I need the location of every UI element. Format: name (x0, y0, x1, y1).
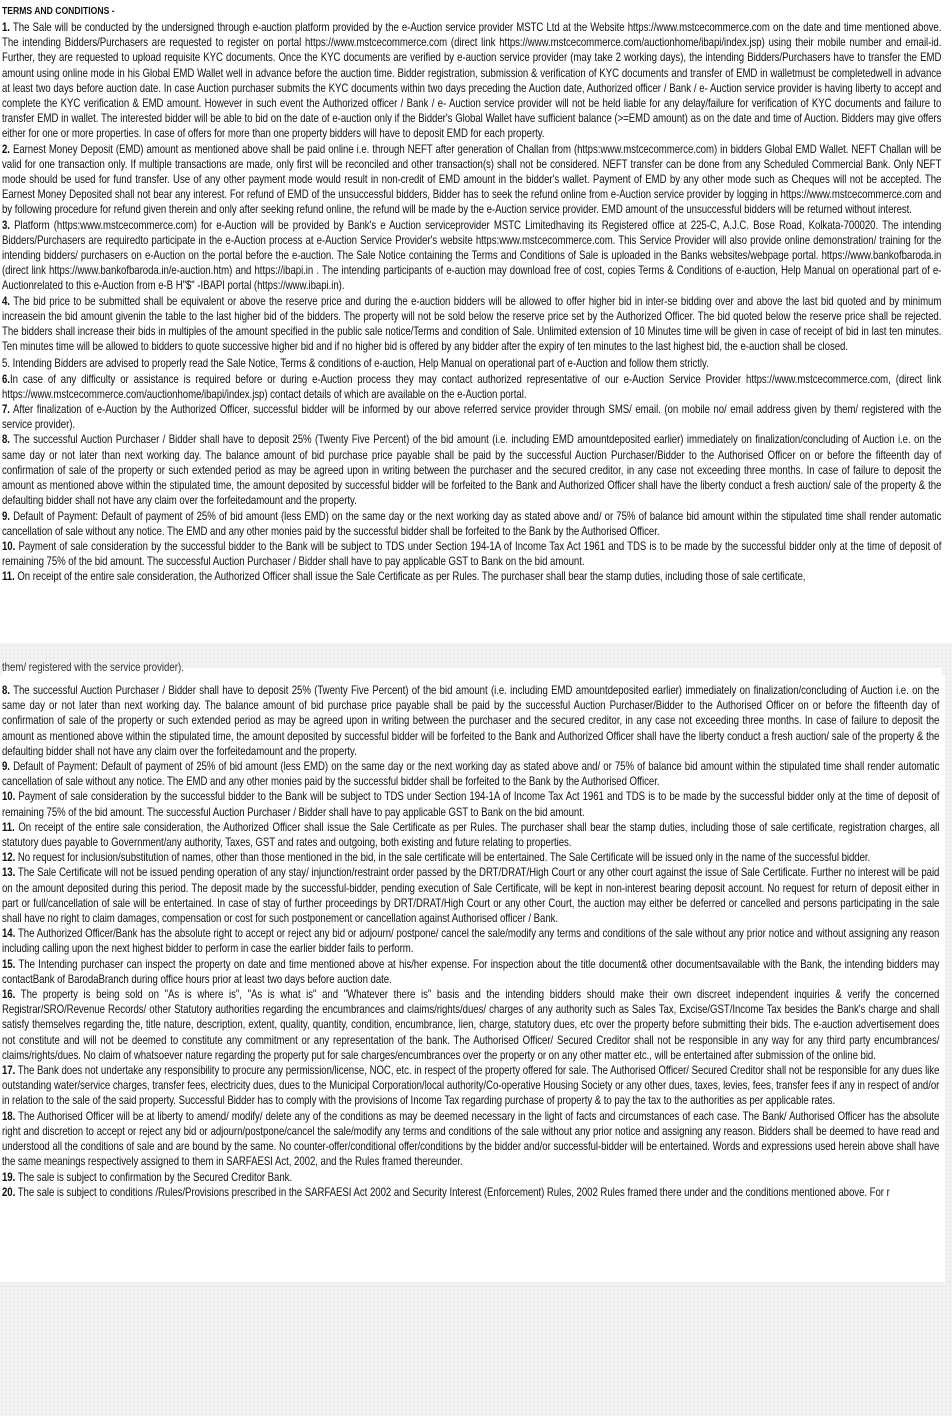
clause-10: 10. Payment of sale consideration by the successful bidder to the Bank will be subject to TDS under Section 194-1A of Income Tax Act 1961 and TDS is to be made by the successful bidder only at the time of deposit of remaining 75% of the bid amount. The successful Auction Purchaser / Bidder shall have to pay applicable GST to Bank on the bid amount. (2, 790, 940, 819)
terms-document-bottom (0, 675, 945, 1282)
document-title: TERMS AND CONDITIONS - (2, 5, 115, 17)
clipped-previous-line: them/ registered with the service provider). (2, 668, 942, 675)
clause-8: 8. The successful Auction Purchaser / Bidder shall have to deposit 25% (Twenty Five Percent) of the bid amount (i.e. including EMD amountdeposited earlier) immediately on finalization/concluding of Auction i.e. on the same day or not later than next working day. The balance amount of bid purchase price payable shall be paid by the successful Auction Purchaser/Bidder to the Authorised Officer on or before the fifteenth day of confirmation of sale of the property or such extended period as may be agreed upon in writing between the purchaser and the secured creditor, in any case not exceeding three months. In case of failure to deposit the amount as mentioned above within the stipulated time, the amount deposited by successful bidder will be forfeited to the Bank and Authorized Officer shall have the liberty conduct a fresh auction/ sale of the property & the defaulting bidder shall not have any claim over the forfeitedamount and the property. (2, 684, 940, 758)
clause-7: 7. After finalization of e-Auction by the Authorized Officer, successful bidder will be informed by our above referred service provider through SMS/ email. (on mobile no/ email address given by them/ registered with the service provider). (2, 403, 942, 432)
clause-5: 5. Intending Bidders are advised to properly read the Sale Notice, Terms & conditions of e-auction, Help Manual on operational part of e-Auction and follow them strictly. (2, 357, 709, 371)
clause-17: 17. The Bank does not undertake any responsibility to procure any permission/license, NOC, etc. in respect of the property offered for sale. The Authorised Officer/ Secured Creditor shall not be responsible for any dues like outstanding water/service charges, transfer fees, electricity dues, dues to the Municipal Corporation/local authority/Co-operative Housing Society or any other dues, taxes, levies, fees, transfer fees if any in respect of and/or in relation to the sale of the said property. Successful Bidder has to comply with the provisions of Income Tax regarding purchase of property & to pay the tax to the authorities as per applicable rates. (2, 1064, 940, 1108)
clause-11: 11. On receipt of the entire sale consideration, the Authorized Officer shall issue the Sale Certificate as per Rules. The purchaser shall bear the stamp duties, including those of sale certificate, registration charges, all statutory dues payable to Government/any authority, Taxes, GST and rates and outgoing, both existing and future relating to properties. (2, 820, 940, 850)
clause-8: 8. The successful Auction Purchaser / Bidder shall have to deposit 25% (Twenty Five Percent) of the bid amount (i.e. including EMD amountdeposited earlier) immediately on finalization/concluding of Auction i.e. on the same day or not later than next working day. The balance amount of bid purchase price payable shall be paid by the successful Auction Purchaser/Bidder to the Authorised Officer on or before the fifteenth day of confirmation of sale of the property or such extended period as may be agreed upon in writing between the purchaser and the secured creditor, in any case not exceeding three months. In case of failure to deposit the amount as mentioned above within the stipulated time, the amount deposited by successful bidder will be forfeited to the Bank and Authorized Officer shall have the liberty conduct a fresh auction/ sale of the property & the defaulting bidder shall not have any claim over the forfeitedamount and the property. (2, 433, 942, 508)
clause-18: 18. The Authorised Officer will be at liberty to amend/ modify/ delete any of the conditions as may be deemed necessary in the light of facts and circumstances of each case. The Bank/ Authorised Officer has the absolute right and discretion to accept or reject any bid or adjourn/postpone/cancel the sale/modify any terms and conditions of the sale without any prior notice and assigning any reason. Bidders shall be deemed to have read and understood all the conditions of sale and are bound by the same. No counter-offer/conditional offer/conditions by the bidder and/or successful-bidder will be entertained. Words and expressions used herein above shall have the same meanings respectively assigned to them in SARFAESI Act, 2002, and the Rules framed thereunder. (2, 1109, 940, 1169)
clause-16: 16. The property is being sold on "As is where is", "As is what is" and "Whatever there is" basis and the intending bidders should make their own discreet independent inquiries & verify the concerned Registrar/SRO/Revenue Records/ other Statutory authorities regarding the encumbrances and claims/rights/dues/ charges of any authority such as Sales Tax, Excise/GST/Income Tax besides the Bank's charge and shall satisfy themselves regarding the, title nature, description, extent, quality, quantity, condition, encumbrance, lien, charge, statutory dues, etc over the property before submitting their bids. The e-auction advertisement does not constitute and will not be deemed to constitute any commitment or any representation of the bank. The Authorised Officer/ Secured Creditor shall not be responsible in any way for any third party encumbrances/ claims/rights/dues. No claim of whatsoever nature regarding the property put for sale charges/encumbrances over the property or on any other matter etc., will be entertained after submission of the online bid. (2, 988, 940, 1062)
clause-list-top (2, 20, 942, 585)
clause-13: 13. The Sale Certificate will not be issued pending operation of any stay/ injunction/restraint order passed by the DRT/DRAT/High Court or any other court against the issue of Sale Certificate. Further no interest will be paid on the amount deposited during this period. The deposit made by the successful-bidder, pending execution of Sale Certificate, will be kept in non-interest bearing deposit account. No request for return of deposit either in part or full/cancellation of sale will be entertained. In case of stay of further proceedings by DRT/DRAT/High Court or any other Court, the auction may either be deferred or cancelled and persons participating in the sale shall have no right to claim damages, compensation or cost for such postponement or cancellation against Authorised officer / Bank. (2, 866, 940, 926)
clause-19: 19. The sale is subject to confirmation by the Secured Creditor Bank. (2, 1170, 293, 1184)
clause-4: 4. The bid price to be submitted shall be equivalent or above the reserve price and during the e-auction bidders will be allowed to offer higher bid in inter-se bidding over and above the last bid quoted and by minimum increasein the bid amount givenin the table to the last higher bid of the bidders. The property will not be sold below the reserve price set by the Authorized Officer. The bid quoted below the reserve price shall be rejected. The bidders shall increase their bids in multiples of the amount specified in the public sale notice/Terms and condition of Sale. Unlimited extension of 10 Minutes time will be given in case of receipt of bid in last ten minutes. Ten minutes time will be allowed to bidders to quote successive higher bid and if no higher bid is offered by any bidder after the expiry of ten minutes to the last highest bid, the e-auction shall be closed. (2, 294, 942, 354)
clause-15: 15. The Intending purchaser can inspect the property on date and time mentioned above at his/her expense. For inspection about the title document& other documentsavailable with the Bank, the intending bidders may contactBank of BarodaBranch during office hours prior at least two days before auction date. (2, 957, 940, 986)
clause-9: 9. Default of Payment: Default of payment of 25% of bid amount (less EMD) on the same day or the next working day as stated above and/ or 75% of balance bid amount within the stipulated time shall render automatic cancellation of sale without any notice. The EMD and any other monies paid by the successful bidder shall be forfeited to the Bank by the Authorised Officer. (2, 760, 940, 789)
clause-9: 9. Default of Payment: Default of payment of 25% of bid amount (less EMD) on the same day or the next working day as stated above and/ or 75% of balance bid amount within the stipulated time shall render automatic cancellation of sale without any notice. The EMD and any other monies paid by the successful bidder shall be forfeited to the Bank by the Authorised Officer. (2, 509, 942, 538)
clause-20: 20. The sale is subject to conditions /Rules/Provisions prescribed in the SARFAESI Act 2002 and Security Interest (Enforcement) Rules, 2002 Rules framed there under and the conditions mentioned above. For r (2, 1185, 890, 1199)
clause-6: 6.In case of any difficulty or assistance is required before or during e-Auction process they may contact authorized representative of our e-Auction Service Provider https://www.mstcecommerce.com, (direct link https://www.mstcecommerce.com/auctionhome/ibapi/index.jsp) contact details of which are available on the e-Auction portal. (2, 372, 942, 401)
clause-3: 3. Platform (https:www.mstcecommerce.com) for e-Auction will be provided by Bank's e Auction serviceprovider MSTC Limitedhaving its Registered office at 225-C, A.J.C. Bose Road, Kolkata-700020. The intending Bidders/Purchasers are requiredto participate in the e-Auction process at e-Auction Service Provider's website https:www.mstcecommerce.com. This Service Provider will also provide online demonstration/ training for the intending bidders/ purchasers on e-Auction on the portal before the e-auction. The Sale Notice containing the Terms and Conditions of Sale is uploaded in the Banks websites/webpage portal. https://www.bankofbaroda.in (direct link https://www.bankofbaroda.in/e-auction.htm) and https://ibapi.in . The intending participants of e-auction may download free of cost, copies Terms & Conditions of e-auction, Help Manual on operational part of e-Auctionrelated to this e-Auction from e-B H"$" -IBAPI portal (https://www.ibapi.in). (2, 218, 942, 293)
clause-list-bottom (2, 683, 940, 1200)
clause-2: 2. Earnest Money Deposit (EMD) amount as mentioned above shall be paid online i.e. through NEFT after generation of Challan from (https:www.mstcecommerce.com) in bidders Global EMD Wallet. NEFT Challan will be valid for one transaction only. If multiple transactions are made, only first will be reconciled and other transaction(s) shall not be considered. NEFT transfer can be done from any Scheduled Commercial Bank. Only NEFT mode should be used for fund transfer. Use of any other payment mode would result in non-credit of EMD amount in the bidder's wallet. Payment of EMD by any other mode such as Cheques will not be accepted. The Earnest Money Deposited shall not bear any interest. For refund of EMD of the unsuccessful bidders, Bidder has to seek the refund online from e-Auction service provider by logging in https://www.mstcecommerce.com and by following procedure for refund given therein and only after seeking refund online, the refund will be made by the e-Auction service provider. EMD amount of the unsuccessful bidders will be returned without interest. (2, 142, 942, 217)
clause-10: 10. Payment of sale consideration by the successful bidder to the Bank will be subject to TDS under Section 194-1A of Income Tax Act 1961 and TDS is to be made by the successful bidder only at the time of deposit of remaining 75% of the bid amount. The successful Auction Purchaser / Bidder shall have to pay applicable GST to Bank on the bid amount. (2, 539, 942, 569)
clause-1: 1. The Sale will be conducted by the undersigned through e-auction platform provided by the e-Auction service provider MSTC Ltd at the Website https://www.mstcecommerce.com on the date and time mentioned above. The intending Bidders/Purchasers are requested to register on portal https://www.mstcecommerce.com (direct link https://www.mstcecommerce.com/auctionhome/ibapi/index.jsp) using their mobile number and email-id. Further, they are requested to upload requisite KYC documents. Once the KYC documents are verified by e-auction service provider (may take 2 working days), the intending Bidders/Purchasers have to transfer the EMD amount using online mode in his Global EMD Wallet well in advance before the auction time. Bidder registration, submission & verification of KYC documents and transfer of EMD in walletmust be completedwell in advance at least two days before auction date. In case Auction purchaser submits the KYC documents within two days preceding the Auction date, Authorized officer / Bank / e- Auction service provider is having liberty to accept and complete the KYC verification & EMD amount. However in such event the Authorized officer / Bank / e- Auction service provider will not be held liable for any delay/failure for verification of KYC documents and failure to transfer EMD in wallet. The interested bidder will be able to bid on the date of e-auction only if the Bidder's Global Wallet have sufficient balance (>=EMD amount) as on the date and time of Auction. Bidders may give offers either for one or more properties. In case of offers for more than one property bidders will have to deposit EMD for each property. (2, 21, 942, 141)
clause-11: 11. On receipt of the entire sale consideration, the Authorized Officer shall issue the Sale Certificate as per Rules. The purchaser shall bear the stamp duties, including those of sale certificate, (2, 570, 806, 584)
clause-14: 14. The Authorized Officer/Bank has the absolute right to accept or reject any bid or adjourn/ postpone/ cancel the sale/modify any terms and conditions of the sale without any prior notice and without assigning any reason including calling upon the next highest bidder to perform in case the earlier bidder fails to perform. (2, 927, 940, 956)
terms-document-top (0, 0, 952, 643)
clause-12: 12. No request for inclusion/substitution of names, other than those mentioned in the bid, in the sale certificate will be entertained. The Sale Certificate will be issued only in the name of the successful bidder. (2, 851, 871, 865)
